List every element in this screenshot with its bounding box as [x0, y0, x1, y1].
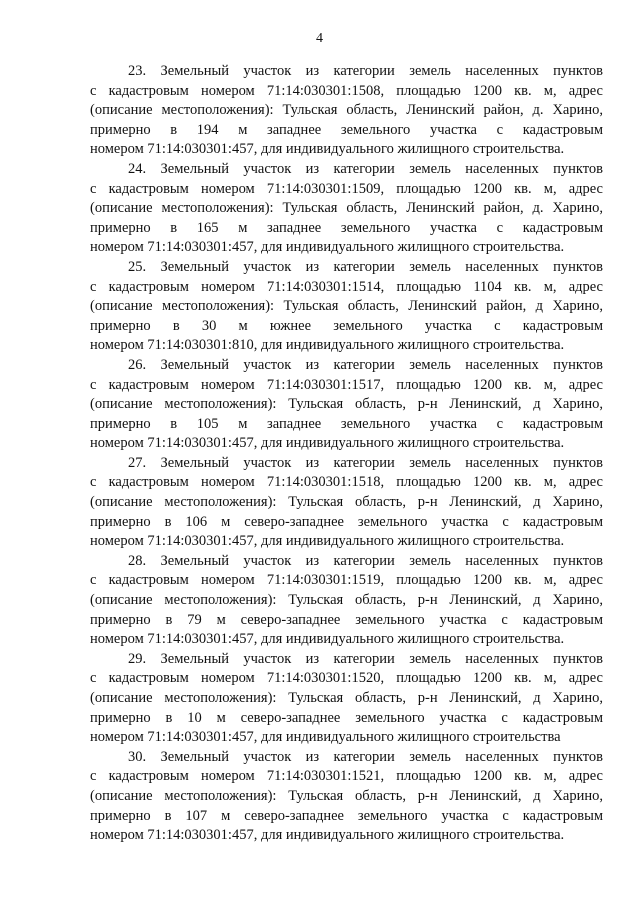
paragraph-line: 26. Земельный участок из категории земель населенных пунктов	[128, 356, 603, 373]
paragraph-line: 28. Земельный участок из категории земель населенных пунктов	[128, 552, 603, 569]
paragraph-line: номером 71:14:030301:810, для индивидуального жилищного строительства.	[90, 337, 565, 354]
paragraph-line: (описание местоположения): Тульская область, Ленинский район, д Харино,	[90, 298, 603, 315]
paragraph-line: 23. Земельный участок из категории земель населенных пунктов	[128, 63, 603, 79]
paragraph-line: примерно в 165 м западнее земельного участка с кадастровым	[90, 219, 603, 236]
paragraph-line: с кадастровым номером 71:14:030301:1514, площадью 1104 кв. м, адрес	[90, 278, 603, 295]
paragraph-item-27	[90, 454, 603, 552]
paragraph-line: номером 71:14:030301:457, для индивидуального жилищного строительства.	[90, 827, 565, 844]
paragraph-item-23	[90, 62, 603, 160]
paragraph-line: (описание местоположения): Тульская область, р-н Ленинский, д Харино,	[90, 690, 603, 706]
paragraph-item-24	[90, 160, 603, 258]
paragraph-line: примерно в 10 м северо-западнее земельного участка с кадастровым	[90, 709, 603, 726]
paragraph-item-26	[90, 356, 603, 454]
paragraph-line: с кадастровым номером 71:14:030301:1509, площадью 1200 кв. м, адрес	[90, 180, 603, 197]
paragraph-line: 27. Земельный участок из категории земель населенных пунктов	[128, 454, 603, 471]
paragraph-line: (описание местоположения): Тульская область, р-н Ленинский, д Харино,	[90, 396, 603, 413]
document-body	[90, 62, 603, 846]
paragraph-line: примерно в 105 м западнее земельного участка с кадастровым	[90, 415, 603, 432]
paragraph-line: номером 71:14:030301:457, для индивидуального жилищного строительства.	[90, 631, 565, 648]
paragraph-line: с кадастровым номером 71:14:030301:1521, площадью 1200 кв. м, адрес	[90, 768, 603, 785]
paragraph-item-28	[90, 552, 603, 650]
paragraph-line: примерно в 79 м северо-западнее земельного участка с кадастровым	[90, 611, 603, 628]
paragraph-line: 25. Земельный участок из категории земель населенных пунктов	[128, 258, 603, 275]
paragraph-line: номером 71:14:030301:457, для индивидуального жилищного строительства.	[90, 141, 565, 158]
paragraph-line: примерно в 106 м северо-западнее земельного участка с кадастровым	[90, 513, 603, 530]
paragraph-item-30	[90, 748, 603, 846]
paragraph-line: примерно в 194 м западнее земельного участка с кадастровым	[90, 121, 603, 138]
paragraph-line: (описание местоположения): Тульская область, р-н Ленинский, д Харино,	[90, 494, 603, 511]
paragraph-line: с кадастровым номером 71:14:030301:1520, площадью 1200 кв. м, адрес	[90, 670, 603, 687]
paragraph-line: примерно в 107 м северо-западнее земельного участка с кадастровым	[90, 807, 603, 824]
page-number: 4	[316, 31, 323, 46]
paragraph-line: (описание местоположения): Тульская область, Ленинский район, д. Харино,	[90, 102, 603, 119]
paragraph-line: номером 71:14:030301:457, для индивидуального жилищного строительства.	[90, 239, 565, 256]
paragraph-line: 30. Земельный участок из категории земель населенных пунктов	[128, 748, 603, 765]
paragraph-line: номером 71:14:030301:457, для индивидуального жилищного строительства.	[90, 533, 565, 550]
paragraph-line: с кадастровым номером 71:14:030301:1519, площадью 1200 кв. м, адрес	[90, 572, 603, 589]
paragraph-line: (описание местоположения): Тульская область, Ленинский район, д. Харино,	[90, 200, 603, 217]
paragraph-line: с кадастровым номером 71:14:030301:1508, площадью 1200 кв. м, адрес	[90, 82, 603, 99]
paragraph-line: 29. Земельный участок из категории земель населенных пунктов	[128, 650, 603, 667]
paragraph-line: 24. Земельный участок из категории земель населенных пунктов	[128, 160, 603, 177]
paragraph-line: (описание местоположения): Тульская область, р-н Ленинский, д Харино,	[90, 787, 603, 804]
paragraph-item-25	[90, 258, 603, 356]
paragraph-line: с кадастровым номером 71:14:030301:1517, площадью 1200 кв. м, адрес	[90, 376, 603, 393]
paragraph-line: (описание местоположения): Тульская область, р-н Ленинский, д Харино,	[90, 592, 603, 609]
paragraph-line: примерно в 30 м южнее земельного участка с кадастровым	[90, 317, 603, 334]
paragraph-line: с кадастровым номером 71:14:030301:1518, площадью 1200 кв. м, адрес	[90, 474, 603, 491]
paragraph-line: номером 71:14:030301:457, для индивидуального жилищного строительства.	[90, 435, 565, 452]
paragraph-line: номером 71:14:030301:457, для индивидуального жилищного строительства	[90, 729, 561, 746]
paragraph-item-29	[90, 650, 603, 748]
